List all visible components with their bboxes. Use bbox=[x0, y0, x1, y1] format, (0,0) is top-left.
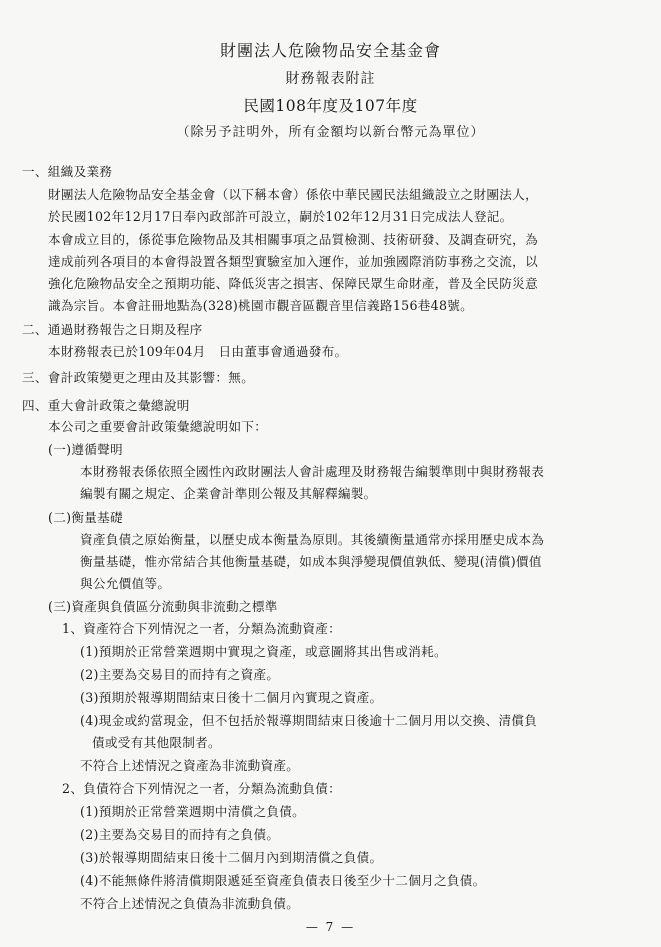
org-title: 財團法人危險物品安全基金會 bbox=[219, 41, 441, 60]
subsection-a-para: 本財務報表係依照全國性內政財團法人會計處理及財務報告編製準則中與財務報表 bbox=[80, 464, 545, 479]
section-4-title: 四、重大會計政策之彙總說明 bbox=[22, 398, 190, 413]
list-item: (1)預期於正常營業週期中實現之資產，或意圖將其出售或消耗。 bbox=[80, 644, 447, 659]
section-1-title: 一、組織及業務 bbox=[22, 164, 113, 179]
list-item: (3)預期於報導期間結束日後十二個月內實現之資產。 bbox=[80, 690, 383, 705]
subsection-c-title: (三)資產與負債區分流動與非流動之標準 bbox=[48, 599, 278, 614]
list-item: (4)現金或約當現金，但不包括於報導期間結束日後逾十二個月用以交換、清償負 bbox=[80, 713, 538, 728]
list-item: (3)於報導期間結束日後十二個月內到期清償之負債。 bbox=[80, 850, 383, 865]
subsection-b-para: 衡量基礎，惟亦常結合其他衡量基礎，如成本與淨變現價值孰低、變現(清償)價值 bbox=[80, 554, 542, 569]
list-item: 債或受有其他限制者。 bbox=[92, 735, 221, 750]
unit-note: （除另予註明外，所有金額均以新台幣元為單位） bbox=[176, 125, 485, 140]
list-item: (2)主要為交易目的而持有之負債。 bbox=[80, 827, 280, 842]
list-item: (4)不能無條件將清償期限遞延至資產負債表日後至少十二個月之負債。 bbox=[80, 873, 486, 888]
subsection-a-para: 編製有關之規定、企業會計準則公報及其解釋編製。 bbox=[80, 486, 377, 501]
section-1-para: 於民國102年12月17日奉內政部許可設立，嗣於102年12月31日完成法人登記。 bbox=[48, 209, 513, 224]
item-1-title: 1、資產符合下列情況之一者，分類為流動資產： bbox=[62, 621, 342, 636]
section-2-para: 本財務報表已於109年04月 日由董事會通過發布。 bbox=[48, 344, 348, 359]
section-1-para: 本會成立目的，係從事危險物品及其相關事項之品質檢測、技術研發、及調查研究，為 bbox=[48, 232, 538, 247]
subsection-b-title: (二)衡量基礎 bbox=[48, 510, 123, 525]
subsection-b-para: 資產負債之原始衡量，以歷史成本衡量為原則。其後續衡量通常亦採用歷史成本為 bbox=[80, 532, 545, 547]
section-2-title: 二、通過財務報告之日期及程序 bbox=[22, 322, 203, 337]
section-4-intro: 本公司之重要會計政策彙總說明如下： bbox=[48, 419, 268, 434]
subsection-b-para: 與公允價值等。 bbox=[80, 576, 171, 591]
item-2-title: 2、負債符合下列情況之一者，分類為流動負債： bbox=[62, 781, 342, 796]
list-item: (2)主要為交易目的而持有之資產。 bbox=[80, 667, 280, 682]
item-1-note: 不符合上述情況之資產為非流動資產。 bbox=[80, 758, 300, 773]
subsection-a-title: (一)遵循聲明 bbox=[48, 442, 123, 457]
section-3-title: 三、會計政策變更之理由及其影響：無。 bbox=[22, 370, 255, 385]
section-1-para: 達成前列各項目的本會得設置各類型實驗室加入運作，並加強國際消防事務之交流，以 bbox=[48, 254, 538, 269]
item-2-note: 不符合上述情況之負債為非流動負債。 bbox=[80, 896, 300, 911]
page-number: — 7 — bbox=[305, 920, 356, 934]
section-1-para: 財團法人危險物品安全基金會（以下稱本會）係依中華民國民法組織設立之財團法人， bbox=[48, 187, 538, 202]
list-item: (1)預期於正常營業週期中清償之負債。 bbox=[80, 804, 306, 819]
doc-title: 財務報表附註 bbox=[285, 71, 376, 87]
period-title: 民國108年度及107年度 bbox=[243, 97, 418, 115]
section-1-para: 識為宗旨。本會註冊地點為(328)桃園市觀音區觀音里信義路156巷48號。 bbox=[48, 298, 474, 313]
section-1-para: 強化危險物品安全之預期功能、降低災害之損害、保障民眾生命財產，普及全民防災意 bbox=[48, 276, 538, 291]
